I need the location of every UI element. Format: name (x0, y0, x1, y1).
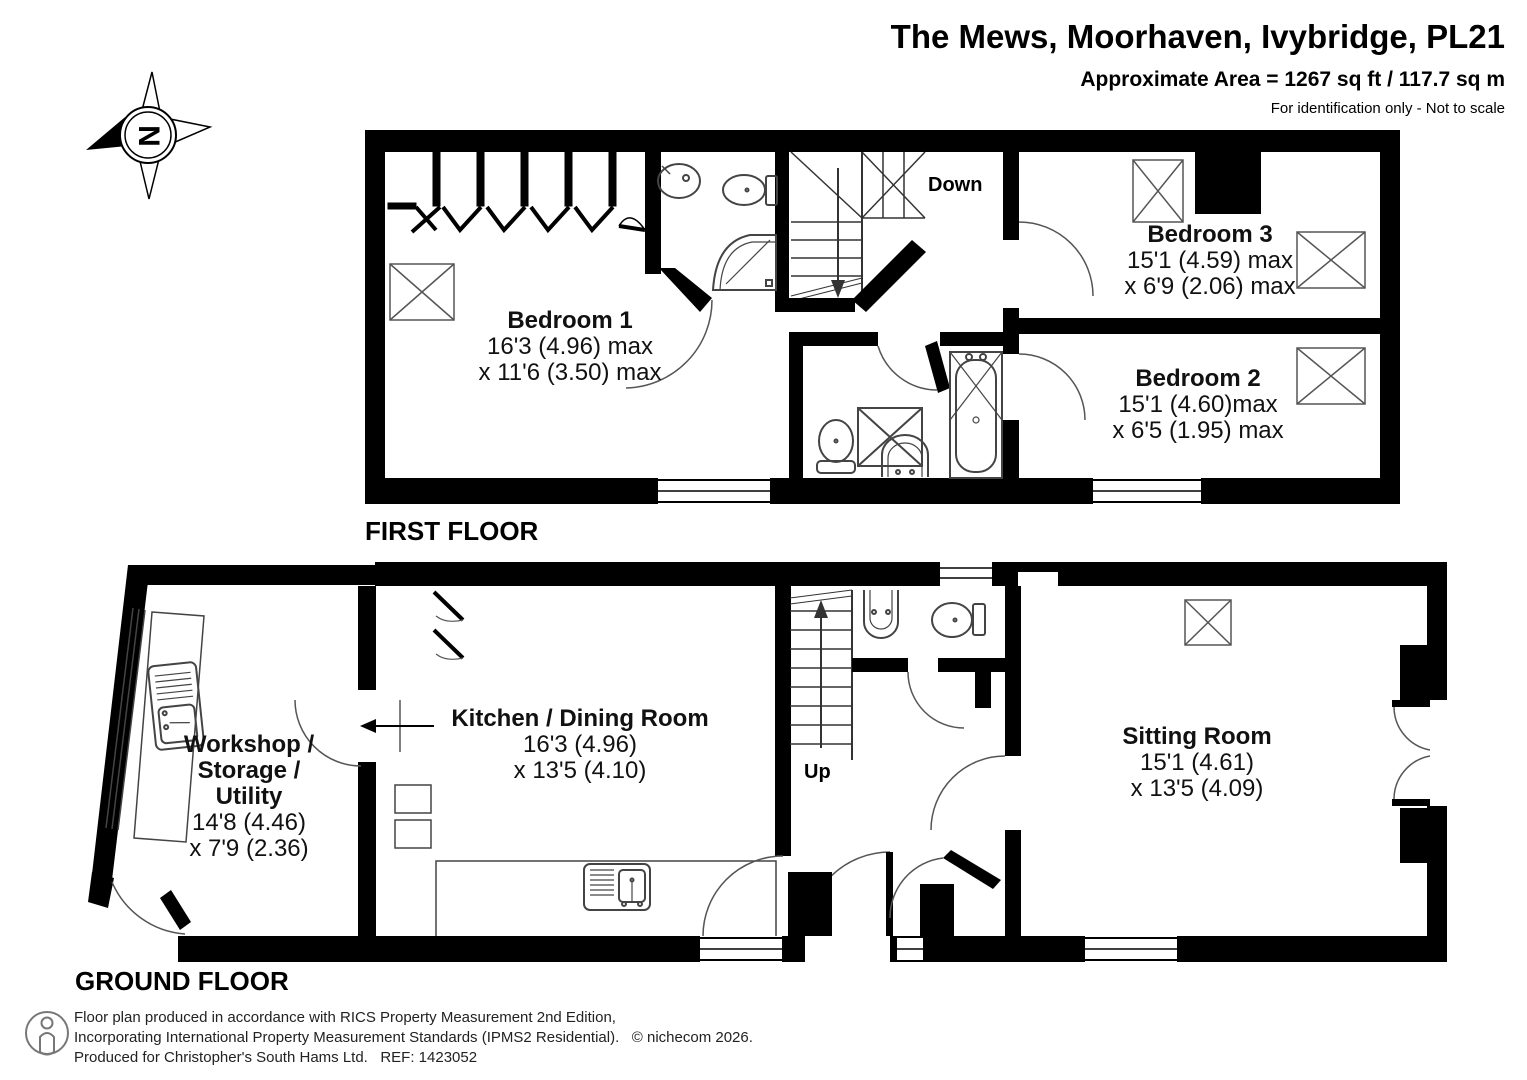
skylight-icon (1297, 348, 1365, 404)
door-arc (908, 672, 964, 728)
entrance-arrow-icon (360, 700, 434, 752)
window (700, 936, 782, 962)
room-label-bedroom-2: Bedroom 2 15'1 (4.60)max x 6'5 (1.95) max (1112, 365, 1284, 444)
footer-line-1: Floor plan produced in accordance with RICS Property Measurement 2nd Edition, (74, 1009, 616, 1026)
skylight-icon (1185, 600, 1231, 645)
stairs-up (790, 590, 852, 760)
person-icon (26, 1012, 68, 1055)
door-leaf (925, 341, 950, 393)
compass-north-letter: N (132, 125, 165, 147)
stairs-down (791, 152, 925, 301)
footer-line-2: Incorporating International Property Measurement Standards (IPMS2 Residential). © nichecom 2026. (74, 1029, 753, 1046)
page-title: The Mews, Moorhaven, Ivybridge, PL21 (890, 18, 1505, 55)
cupboard-doors (434, 592, 463, 659)
door-leaf (160, 890, 191, 930)
room-label-bedroom-1: Bedroom 1 16'3 (4.96) max x 11'6 (3.50) max (478, 307, 662, 386)
stairs-down-label: Down (928, 174, 983, 196)
bath-icon (950, 352, 1002, 478)
window (658, 478, 770, 504)
toilet-icon (723, 175, 777, 205)
footer-disclaimer (74, 1008, 753, 1068)
corner-shower-icon (713, 235, 776, 290)
window (1018, 572, 1058, 586)
toilet-icon (817, 420, 855, 473)
chimney-breast (1195, 152, 1261, 214)
door-leaf (1392, 700, 1430, 707)
window (940, 562, 992, 586)
footer-line-3: Produced for Christopher's South Hams Ltd. REF: 1423052 (74, 1049, 478, 1066)
door-arc (703, 856, 783, 936)
door-leaf (943, 850, 1001, 889)
door-leaf (886, 852, 893, 936)
window (1085, 936, 1177, 962)
door-arc (931, 756, 1005, 830)
sink-icon (658, 164, 700, 198)
door-leaf (1392, 799, 1430, 806)
window (1093, 478, 1201, 504)
stairs-up-label: Up (804, 761, 831, 783)
ground-floor-label: GROUND FLOOR (75, 966, 289, 996)
skylight-icon (1133, 160, 1183, 222)
header (891, 18, 1505, 117)
approximate-area: Approximate Area = 1267 sq ft / 117.7 sq m (1080, 68, 1505, 91)
room-label-kitchen: Kitchen / Dining Room 16'3 (4.96) x 13'5 (4.10) (451, 705, 709, 784)
door-arc (1019, 222, 1093, 296)
sink-icon (864, 590, 898, 638)
built-in-wardrobes (388, 152, 645, 232)
door-arc (1019, 354, 1085, 420)
room-label-bedroom-3: Bedroom 3 15'1 (4.59) max x 6'9 (2.06) max (1124, 221, 1296, 300)
skylight-icon (390, 264, 454, 320)
disclaimer: For identification only - Not to scale (1270, 100, 1505, 117)
counter (395, 785, 776, 936)
first-floor-label: FIRST FLOOR (365, 516, 539, 546)
door-arc (1394, 756, 1430, 799)
skylight-icon (1297, 232, 1365, 288)
kitchen-sink-icon (584, 864, 650, 910)
toilet-icon (932, 603, 985, 637)
window (897, 938, 923, 960)
room-label-workshop: Workshop / Storage / Utility 14'8 (4.46) x 7'9 (2.36) (183, 731, 315, 862)
room-label-sitting-room: Sitting Room 15'1 (4.61) x 13'5 (4.09) (1122, 723, 1272, 802)
door-arc (1394, 707, 1430, 750)
